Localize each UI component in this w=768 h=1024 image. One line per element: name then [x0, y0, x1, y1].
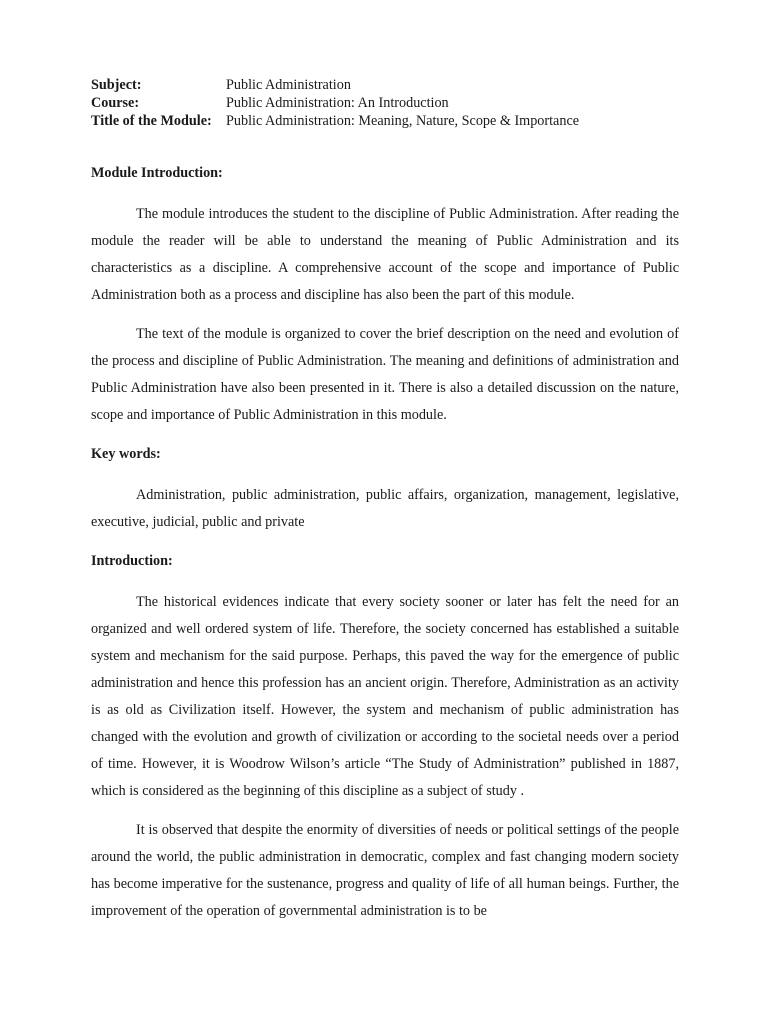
module-title-row — [91, 112, 579, 130]
module-title-label: Title of the Module: — [91, 113, 212, 129]
course-label: Course: — [91, 95, 140, 111]
course-row — [91, 94, 579, 112]
introduction-paragraph-1: The historical evidences indicate that every society sooner or later has felt the need for an organized and well ordered system of life. Therefore, the society concerned has established a suitable system and mechanism for the said purpose. Perhaps, this paved the way for the emergence of public administration and hence this profession has an ancient origin. Therefore, Administration as an activity is as old as Civilization itself. However, the system and mechanism of public administration has changed with the evolution and growth of civilization or according to the societal needs over a period of time. However, it is Woodrow Wilson’s article “The Study of Administration” published in 1887, which is considered as the beginning of this discipline as a subject of study . — [91, 594, 679, 799]
module-title-value: Public Administration: Meaning, Nature, Scope & Importance — [226, 113, 580, 129]
document-body — [91, 160, 679, 925]
subject-label: Subject: — [91, 77, 142, 93]
subject-row — [91, 76, 579, 94]
key-words-heading: Key words: — [91, 446, 161, 462]
module-introduction-paragraph-1: The module introduces the student to the discipline of Public Administration. After reading the module the reader will be able to understand the meaning of Public Administration and its characteristics as a discipline. A comprehensive account of the scope and importance of Public Administration both as a process and discipline has also been the part of this module. — [91, 206, 679, 303]
introduction-paragraph-2: It is observed that despite the enormity of diversities of needs or political settings of the people around the world, the public administration in democratic, complex and fast changing modern society has become imperative for the sustenance, progress and quality of life of all human beings. Further, the improvement of the operation of governmental administration is to be — [91, 822, 679, 919]
module-introduction-paragraph-2: The text of the module is organized to cover the brief description on the need and evolution of the process and discipline of Public Administration. The meaning and definitions of administration and Public Administration have also been presented in it. There is also a detailed discussion on the nature, scope and importance of Public Administration in this module. — [91, 326, 679, 423]
key-words-list: Administration, public administration, public affairs, organization, management, legislative, executive, judicial, public and private — [91, 487, 679, 530]
module-metadata — [91, 76, 579, 130]
introduction-heading: Introduction: — [91, 553, 173, 569]
module-introduction-heading: Module Introduction: — [91, 165, 223, 181]
subject-value: Public Administration — [226, 77, 351, 93]
course-value: Public Administration: An Introduction — [226, 95, 449, 111]
